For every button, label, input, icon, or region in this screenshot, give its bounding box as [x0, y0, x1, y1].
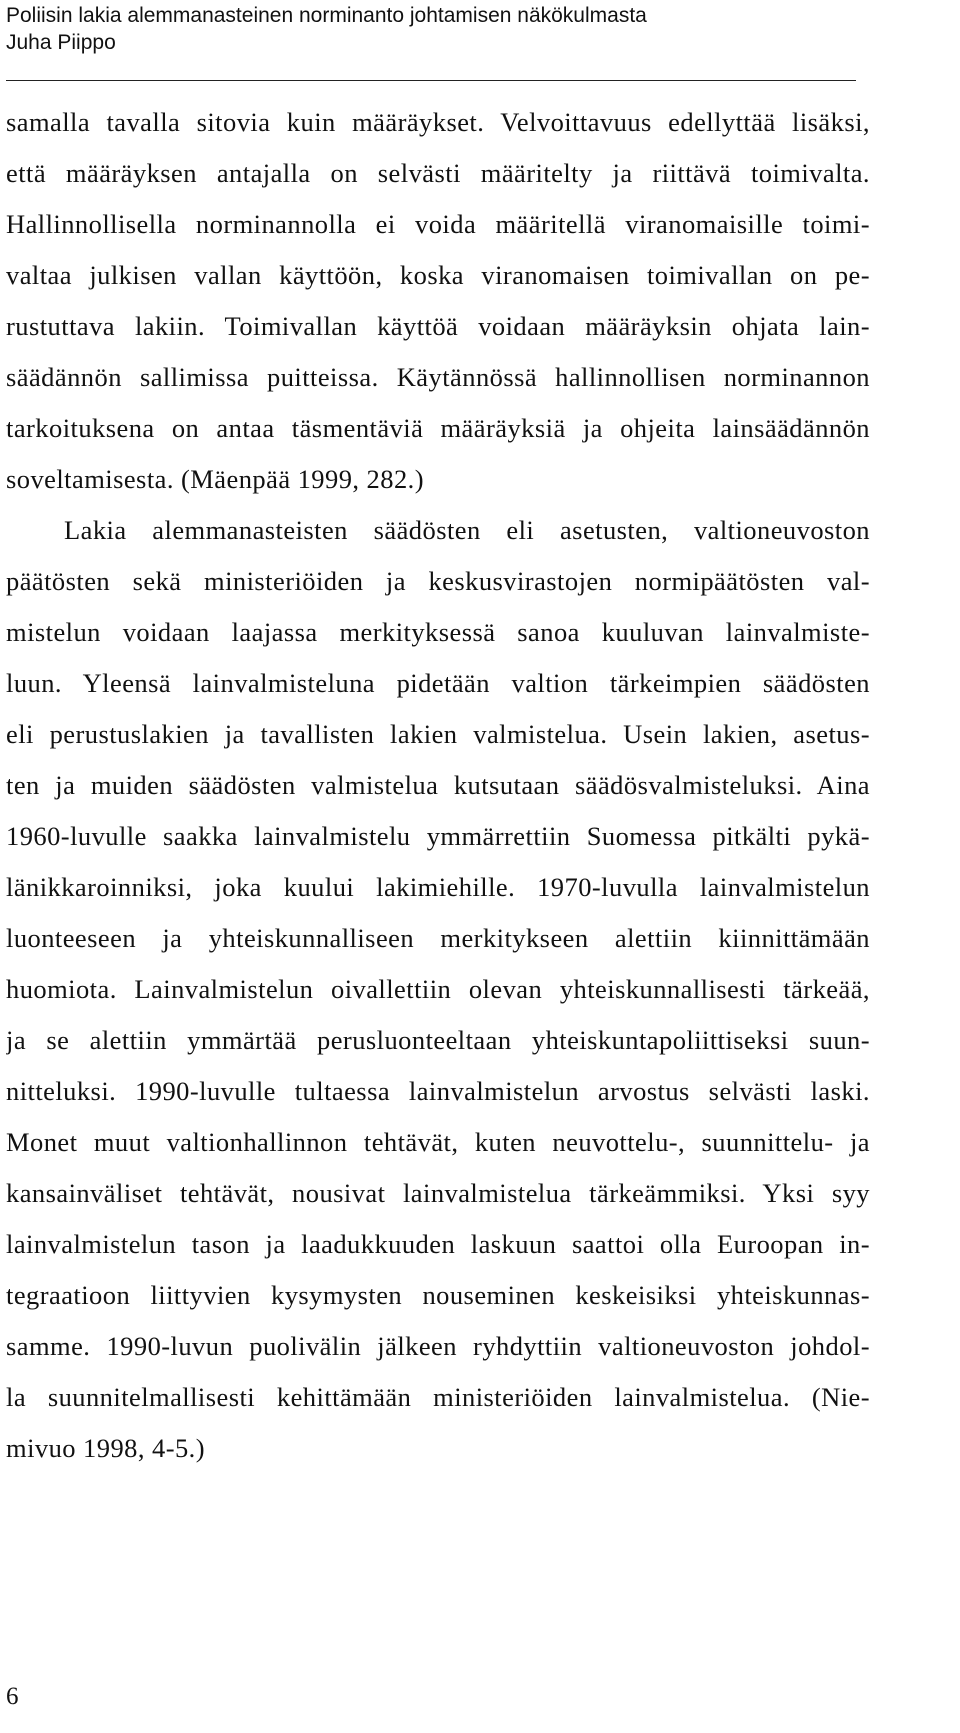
- text-line: samme. 1990-luvun puolivälin jälkeen ryhdyttiin valtioneuvoston johdol-: [6, 1331, 870, 1361]
- text-line: la suunnitelmallisesti kehittämään ministeriöiden lainvalmistelua. (Nie-: [6, 1382, 870, 1412]
- header-author: Juha Piippo: [6, 31, 116, 54]
- text-line: soveltamisesta. (Mäenpää 1999, 282.): [6, 464, 425, 494]
- text-line: ja se alettiin ymmärtää perusluonteeltaan yhteiskuntapoliittiseksi suun-: [6, 1025, 870, 1055]
- text-line: mivuo 1998, 4-5.): [6, 1433, 206, 1463]
- text-line: eli perustuslakien ja tavallisten lakien valmistelua. Usein lakien, asetus-: [6, 719, 870, 749]
- text-line: mistelun voidaan laajassa merkityksessä sanoa kuuluvan lainvalmiste-: [6, 617, 870, 647]
- text-line: ten ja muiden säädösten valmistelua kutsutaan säädösvalmisteluksi. Aina: [6, 770, 870, 800]
- text-line: samalla tavalla sitovia kuin määräykset. Velvoittavuus edellyttää lisäksi,: [6, 107, 870, 137]
- text-line: rustuttava lakiin. Toimivallan käyttöä voidaan määräyksin ohjata lain-: [6, 311, 870, 341]
- header-divider: [6, 80, 856, 81]
- text-line: tegraatioon liittyvien kysymysten nouseminen keskeisiksi yhteiskunnas-: [6, 1280, 870, 1310]
- text-line: tarkoituksena on antaa täsmentäviä määräyksiä ja ohjeita lainsäädännön: [6, 413, 870, 443]
- text-line: lainvalmistelun tason ja laadukkuuden laskuun saattoi olla Euroopan in-: [6, 1229, 870, 1259]
- text-line: nitteluksi. 1990-luvulle tultaessa lainvalmistelun arvostus selvästi laski.: [6, 1076, 870, 1106]
- paragraph-2: [6, 505, 870, 1474]
- text-line: Monet muut valtionhallinnon tehtävät, kuten neuvottelu-, suunnittelu- ja: [6, 1127, 870, 1157]
- page-number: 6: [6, 1683, 19, 1710]
- text-line: länikkaroinniksi, joka kuului lakimiehille. 1970-luvulla lainvalmistelun: [6, 872, 870, 902]
- text-line: säädännön sallimissa puitteissa. Käytännössä hallinnollisen norminannon: [6, 362, 870, 392]
- text-line: Hallinnollisella norminannolla ei voida määritellä viranomaisille toimi-: [6, 209, 870, 239]
- running-header: [6, 2, 647, 56]
- header-title: Poliisin lakia alemmanasteinen norminanto johtamisen näkökulmasta: [6, 4, 647, 27]
- paragraph-1: [6, 97, 870, 505]
- text-line: luun. Yleensä lainvalmisteluna pidetään valtion tärkeimpien säädösten: [6, 668, 870, 698]
- text-line: päätösten sekä ministeriöiden ja keskusvirastojen normipäätösten val-: [6, 566, 870, 596]
- body-text: [6, 97, 870, 1474]
- text-line: luonteeseen ja yhteiskunnalliseen merkitykseen alettiin kiinnittämään: [6, 923, 870, 953]
- text-line: huomiota. Lainvalmistelun oivallettiin olevan yhteiskunnallisesti tärkeää,: [6, 974, 870, 1004]
- text-line: 1960-luvulle saakka lainvalmistelu ymmärrettiin Suomessa pitkälti pykä-: [6, 821, 870, 851]
- text-line: valtaa julkisen vallan käyttöön, koska viranomaisen toimivallan on pe-: [6, 260, 870, 290]
- text-line: kansainväliset tehtävät, nousivat lainvalmistelua tärkeämmiksi. Yksi syy: [6, 1178, 870, 1208]
- text-line: että määräyksen antajalla on selvästi määritelty ja riittävä toimivalta.: [6, 158, 870, 188]
- text-line: Lakia alemmanasteisten säädösten eli asetusten, valtioneuvoston: [64, 515, 870, 545]
